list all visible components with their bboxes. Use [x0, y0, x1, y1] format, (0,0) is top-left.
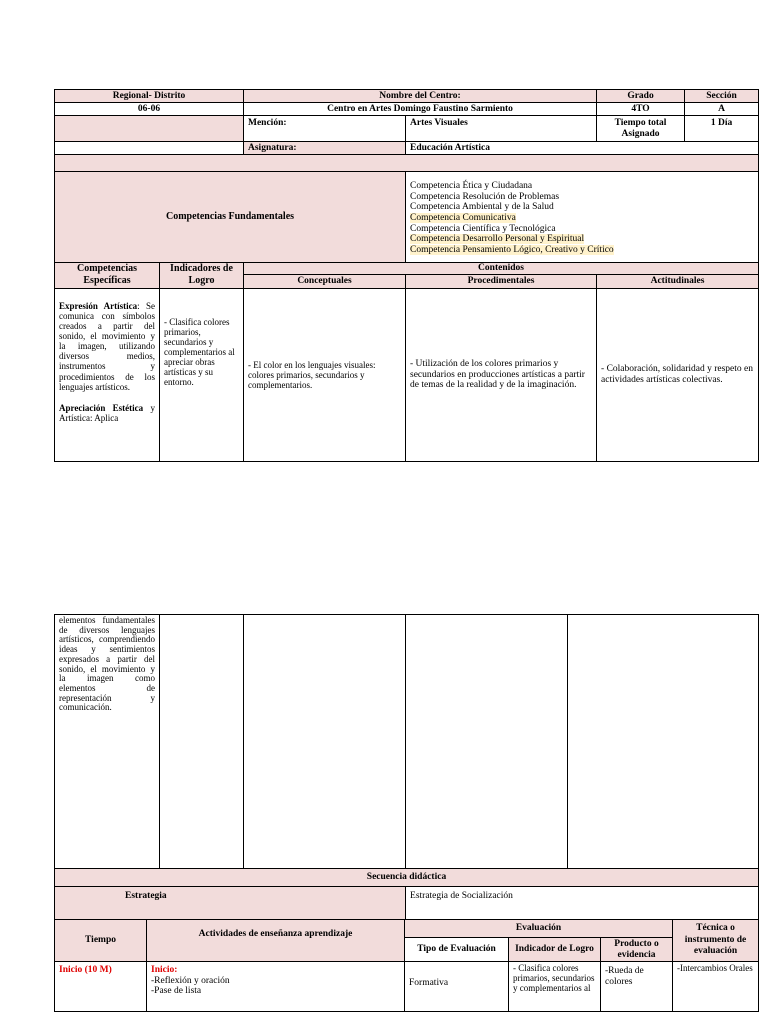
asignatura-label: Asignatura: — [244, 142, 406, 155]
expresion-title: Expresión Artística — [59, 301, 138, 311]
mencion-label: Mención: — [244, 116, 406, 142]
actividades-header: Actividades de enseñanza aprendizaje — [147, 920, 405, 962]
competencia-item-highlighted: Competencia Comunicativa — [410, 212, 516, 223]
regional-value: 06-06 — [55, 103, 244, 116]
empty-cell — [160, 615, 244, 869]
contenidos-header: Contenidos — [244, 263, 759, 275]
blank-row — [55, 155, 759, 172]
competencias-label: Competencias Fundamentales — [55, 172, 406, 263]
expresion-text: : Se comunica con símbolos creados a partir del sonido, el movimiento y la imagen, utilizando diversos medios, instrumentos y procedimientos de los lenguajes artísticos. — [59, 301, 155, 392]
actitudinal-cell: - Colaboración, solidaridad y respeto en actividades artísticas colectivas. — [597, 289, 759, 462]
tipo-header: Tipo de Evaluación — [405, 938, 509, 962]
actitudinales-header: Actitudinales — [597, 275, 759, 289]
evaluation-table — [54, 919, 759, 1012]
row-tecnica: -Intercambios Orales — [673, 962, 759, 1012]
blank-cell — [55, 142, 244, 155]
competencia-item-highlighted: Competencia Desarrollo Personal y Espiritual — [410, 234, 585, 245]
blank-cell — [55, 116, 244, 142]
planning-table-top — [54, 89, 759, 462]
grado-value: 4TO — [597, 103, 685, 116]
empty-cell — [244, 615, 406, 869]
seccion-value: A — [685, 103, 759, 116]
activity-item: -Pase de lista — [151, 986, 202, 997]
tiempo-label: Tiempo total Asignado — [597, 116, 685, 142]
secuencia-title: Secuencia didáctica — [55, 869, 759, 887]
indicador-header: Indicador de Logro — [509, 938, 601, 962]
centro-label: Nombre del Centro: — [244, 90, 597, 103]
asignatura-value: Educación Artística — [406, 142, 759, 155]
indicador-cell: - Clasifica colores primarios, secundarios y complementarios al apreciar obras artísticas y su entorno. — [160, 289, 244, 462]
competencia-item: Competencia Científica y Tecnológica — [410, 223, 556, 234]
tiempo-header: Tiempo — [55, 920, 147, 962]
empty-cell — [406, 615, 568, 869]
apreciacion-text: y Artística: Aplica — [59, 402, 155, 423]
conceptuales-header: Conceptuales — [244, 275, 406, 289]
tiempo-value: 1 Día — [685, 116, 759, 142]
evaluacion-header: Evaluación — [405, 920, 673, 938]
activity-item: -Reflexión y oración — [151, 975, 230, 986]
empty-cell — [568, 615, 759, 869]
procedimental-cell: - Utilización de los colores primarios y secundarios en producciones artísticas a partir de temas de la realidad y de la imaginación. — [406, 289, 597, 462]
grado-label: Grado — [597, 90, 685, 103]
especificas-header: Competencias Específicas — [55, 263, 160, 289]
competencia-item: Competencia Resolución de Problemas — [410, 191, 560, 202]
competencias-list — [406, 172, 759, 263]
apreciacion-title: Apreciación Estética — [59, 402, 144, 413]
competencia-item-highlighted: Competencia Pensamiento Lógico, Creativo y Crítico — [410, 244, 614, 255]
row-tiempo: Inicio (10 M) — [55, 962, 147, 1012]
continuation-cell: elementos fundamentales de diversos lenguajes artísticos, comprendiendo ideas y sentimientos expresados a partir del sonido, el movimiento y la imagen como elementos de representación y comunicación. — [55, 615, 160, 869]
producto-header: Producto o evidencia — [601, 938, 673, 962]
tecnica-header: Técnica o instrumento de evaluación — [673, 920, 759, 962]
estrategia-value: Estrategia de Socialización — [406, 887, 759, 920]
centro-value: Centro en Artes Domingo Faustino Sarmiento — [244, 103, 597, 116]
row-producto: -Rueda de colores — [601, 962, 673, 1012]
competencia-item: Competencia Ética y Ciudadana — [410, 181, 533, 191]
procedimentales-header: Procedimentales — [406, 275, 597, 289]
competencias-especificas-cell — [55, 289, 160, 462]
planning-table-bottom — [54, 614, 759, 920]
activity-title: Inicio: — [151, 965, 178, 975]
seccion-label: Sección — [685, 90, 759, 103]
indicadores-header: Indicadores de Logro — [160, 263, 244, 289]
row-tipo: Formativa — [405, 962, 509, 1012]
row-actividades — [147, 962, 405, 1012]
row-indicador: - Clasifica colores primarios, secundarios y complementarios al — [509, 962, 601, 1012]
estrategia-label: Estrategia — [55, 887, 406, 920]
conceptual-cell: - El color en los lenguajes visuales: colores primarios, secundarios y complementarios. — [244, 289, 406, 462]
mencion-value: Artes Visuales — [406, 116, 597, 142]
regional-label: Regional- Distrito — [55, 90, 244, 103]
competencia-item: Competencia Ambiental y de la Salud — [410, 202, 554, 213]
